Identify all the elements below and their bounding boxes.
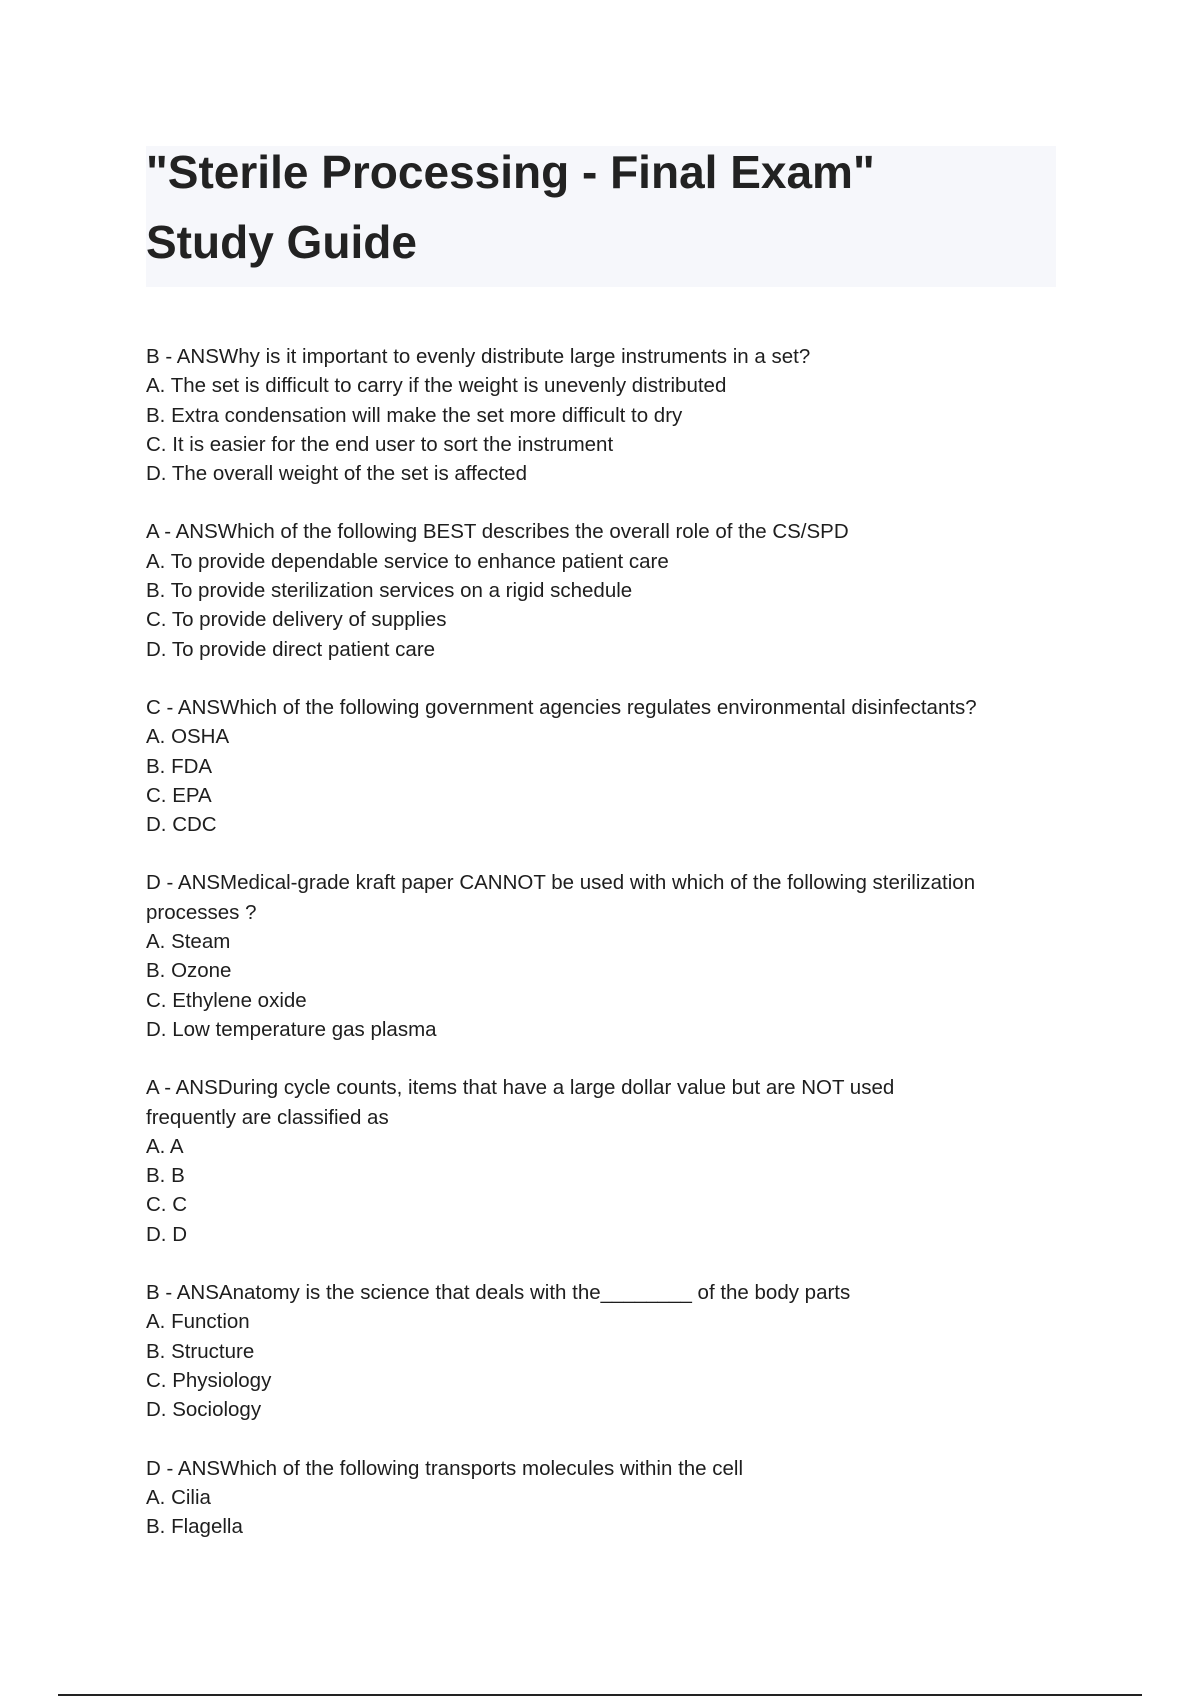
document-title: "Sterile Processing - Final Exam" xyxy=(146,146,875,198)
question-2 xyxy=(146,517,1066,663)
answer-option: A. To provide dependable service to enhance patient care xyxy=(146,549,669,573)
answer-option: B. To provide sterilization services on a rigid schedule xyxy=(146,579,633,603)
question-stem: D - ANSWhich of the following transports molecules within the cell xyxy=(146,1456,744,1480)
question-4 xyxy=(146,868,1066,1044)
answer-option: A. The set is difficult to carry if the weight is unevenly distributed xyxy=(146,374,727,398)
answer-option: C. Physiology xyxy=(146,1368,272,1392)
question-7 xyxy=(146,1454,1066,1542)
answer-option: D. To provide direct patient care xyxy=(146,637,436,661)
answer-option: A. Function xyxy=(146,1310,250,1334)
question-1 xyxy=(146,342,1066,488)
answer-option: C. EPA xyxy=(146,783,212,807)
answer-option: C. C xyxy=(146,1193,187,1217)
question-stem: D - ANSMedical-grade kraft paper CANNOT be used with which of the following sterilization xyxy=(146,871,976,895)
question-stem: B - ANSWhy is it important to evenly distribute large instruments in a set? xyxy=(146,345,811,368)
question-stem: A - ANSDuring cycle counts, items that have a large dollar value but are NOT used xyxy=(146,1076,895,1100)
question-stem: B - ANSAnatomy is the science that deals with the________ of the body parts xyxy=(146,1281,851,1305)
answer-option: B. Extra condensation will make the set more difficult to dry xyxy=(146,403,683,427)
question-stem-continued: processes ? xyxy=(146,900,257,924)
question-stem: C - ANSWhich of the following government agencies regulates environmental disinfectants? xyxy=(146,695,977,719)
answer-option: D. The overall weight of the set is affected xyxy=(146,462,527,486)
question-6 xyxy=(146,1278,1066,1424)
question-3 xyxy=(146,693,1066,839)
answer-option: C. It is easier for the end user to sort the instrument xyxy=(146,432,614,456)
answer-option: D. D xyxy=(146,1222,187,1246)
answer-option: A. Steam xyxy=(146,930,231,954)
document-subtitle: Study Guide xyxy=(146,216,417,268)
answer-option: B. Flagella xyxy=(146,1515,243,1539)
question-5 xyxy=(146,1073,1066,1249)
answer-option: D. Sociology xyxy=(146,1398,262,1422)
answer-option: A. A xyxy=(146,1134,184,1158)
answer-option: A. OSHA xyxy=(146,725,230,749)
question-stem-continued: frequently are classified as xyxy=(146,1105,389,1129)
question-stem: A - ANSWhich of the following BEST describes the overall role of the CS/SPD xyxy=(146,520,849,544)
answer-option: C. To provide delivery of supplies xyxy=(146,608,447,632)
question-list xyxy=(146,342,1066,1570)
answer-option: A. Cilia xyxy=(146,1485,211,1509)
answer-option: D. CDC xyxy=(146,813,217,837)
answer-option: B. B xyxy=(146,1164,185,1188)
answer-option: C. Ethylene oxide xyxy=(146,988,307,1012)
page-bottom-rule xyxy=(58,1694,1142,1696)
answer-option: B. Ozone xyxy=(146,959,232,983)
answer-option: B. Structure xyxy=(146,1339,255,1363)
answer-option: B. FDA xyxy=(146,754,213,778)
answer-option: D. Low temperature gas plasma xyxy=(146,1017,437,1041)
